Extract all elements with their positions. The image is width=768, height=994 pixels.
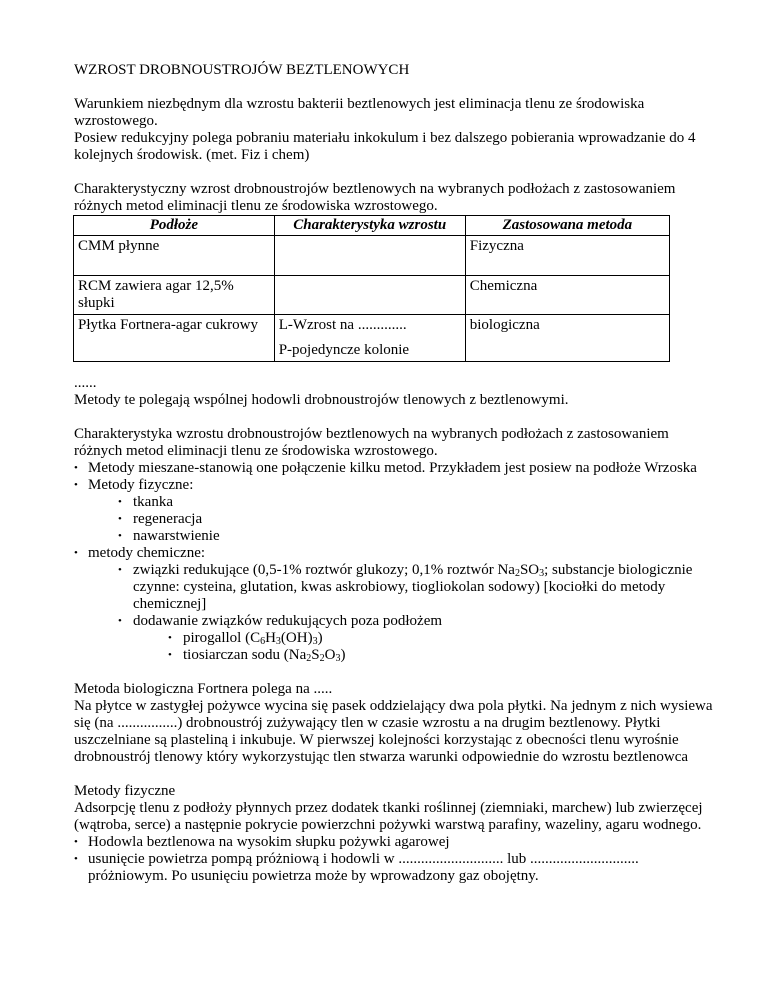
list-item-reducing-compounds: • związki redukujące (0,5-1% roztwór glukozy; 0,1% roztwór $Na_2SO_3$; substancje biologicznie czynne: cysteina, glutation, kwas askrobiowy, tiogliokolan sodowy) [kociołki do metody chemicznej] bbox=[118, 562, 714, 613]
table-caption: Charakterystyczny wzrost drobnoustrojów beztlenowych na wybranych podłożach z zastosowaniem różnych metod eliminacji tlenu ze środowiska wzrostowego. bbox=[74, 181, 676, 214]
cell-method: Fizyczna bbox=[465, 236, 669, 276]
list-item-physical bbox=[74, 477, 714, 545]
cell-growth bbox=[274, 276, 465, 315]
physical-methods-heading: Metody fizyczne bbox=[74, 783, 176, 799]
reducers-sublist bbox=[168, 630, 714, 664]
list-item-chemical bbox=[74, 545, 714, 664]
section-intro: Charakterystyka wzrostu drobnoustrojów beztlenowych na wybranych podłożach z zastosowaniem różnych metod eliminacji tlenu ze środowiska wzrostowego. bbox=[74, 426, 669, 459]
cell-medium: CMM płynne bbox=[74, 236, 275, 276]
list-item: • nawarstwienie bbox=[118, 528, 714, 545]
table-row bbox=[74, 276, 670, 315]
header-growth: Charakterystyka wzrostu bbox=[274, 216, 465, 236]
intro-paragraph-2: Posiew redukcyjny polega pobraniu materiału inkokulum i bez dalszego pobierania wprowadzanie do 4 kolejnych środowisk. (met. Fiz i chem) bbox=[74, 130, 696, 163]
co-culture-sentence: Metody te polegają wspólnej hodowli drobnoustrojów tlenowych z beztlenowymi. bbox=[74, 392, 569, 408]
cell-medium: Płytka Fortnera-agar cukrowy bbox=[74, 315, 275, 362]
list-item-external-reducers: • dodawanie związków redukujących poza podłożem • pirogallol $(C_6H_3(OH)_3)$ • tiosiarczan sodu $(Na_2S_2O_3)$ bbox=[118, 613, 714, 664]
physical-sublist bbox=[118, 494, 714, 545]
fortner-heading: Metoda biologiczna Fortnera polega na ..... bbox=[74, 681, 333, 697]
physical-label: Metody fizyczne: bbox=[88, 477, 194, 493]
chemical-sublist bbox=[118, 562, 714, 664]
list-item: • regeneracja bbox=[118, 511, 714, 528]
cell-medium: RCM zawiera agar 12,5% słupki bbox=[74, 276, 275, 315]
list-item: • Hodowla beztlenowa na wysokim słupku pożywki agarowej bbox=[74, 834, 714, 851]
table-row bbox=[74, 236, 670, 276]
table-header-row bbox=[74, 216, 670, 236]
cell-growth-line-2: P-pojedyncze kolonie bbox=[278, 342, 410, 358]
list-item: • tkanka bbox=[118, 494, 714, 511]
growth-table bbox=[73, 215, 670, 362]
cell-method: biologiczna bbox=[465, 315, 669, 362]
chemical-label: metody chemiczne: bbox=[88, 545, 206, 561]
intro-paragraph-1: Warunkiem niezbędnym dla wzrostu bakterii beztlenowych jest eliminacja tlenu ze środowiska wzrostowego. bbox=[74, 96, 645, 129]
cell-growth bbox=[274, 315, 465, 362]
fortner-paragraph: Na płytce w zastygłej pożywce wycina się pasek oddzielający dwa pola płytki. Na jednym z nich wysiewa się (na ................) drobnoustrój zużywający tlen w czasie wzrostu a na drugim beztlenowy. Płytki uszczelniane są plasteliną i inkubuje. W pierwszej kolejności korzystając z obecności tlenu wyrośnie drobnoustrój tlenowy który wykorzystując tlen stwarza warunki odpowiednie do wzrostu beztlenowca bbox=[74, 698, 713, 765]
header-medium: Podłoże bbox=[74, 216, 275, 236]
table-row bbox=[74, 315, 670, 362]
physical-methods-list bbox=[74, 834, 714, 885]
cell-method: Chemiczna bbox=[465, 276, 669, 315]
list-item-thiosulfate: • tiosiarczan sodu $(Na_2S_2O_3)$ bbox=[168, 647, 714, 664]
document-title: WZROST DROBNOUSTROJÓW BEZTLENOWYCH bbox=[74, 62, 410, 78]
list-item: • usunięcie powietrza pompą próżniową i hodowli w ............................ lub ............................. próżniowym. Po usunięciu powietrza może by wprowadzony gaz obojętny. bbox=[74, 851, 714, 885]
cell-growth bbox=[274, 236, 465, 276]
methods-list bbox=[74, 460, 714, 664]
header-method: Zastosowana metoda bbox=[465, 216, 669, 236]
list-item-pyrogallol: • pirogallol $(C_6H_3(OH)_3)$ bbox=[168, 630, 714, 647]
placeholder-dots: ...... bbox=[74, 375, 97, 391]
cell-growth-line-1: L-Wzrost na ............. bbox=[278, 317, 407, 333]
document-page bbox=[74, 62, 714, 885]
physical-methods-paragraph: Adsorpcję tlenu z podłoży płynnych przez dodatek tkanki roślinnej (ziemniaki, marchew) lub zwierzęcej (wątroba, serce) a następnie pokrycie powierzchni pożywki warstwą parafiny, wazeliny, agaru wodnego. bbox=[74, 800, 703, 833]
list-item-mixed: • Metody mieszane-stanowią one połączenie kilku metod. Przykładem jest posiew na podłoże Wrzoska bbox=[74, 460, 714, 477]
